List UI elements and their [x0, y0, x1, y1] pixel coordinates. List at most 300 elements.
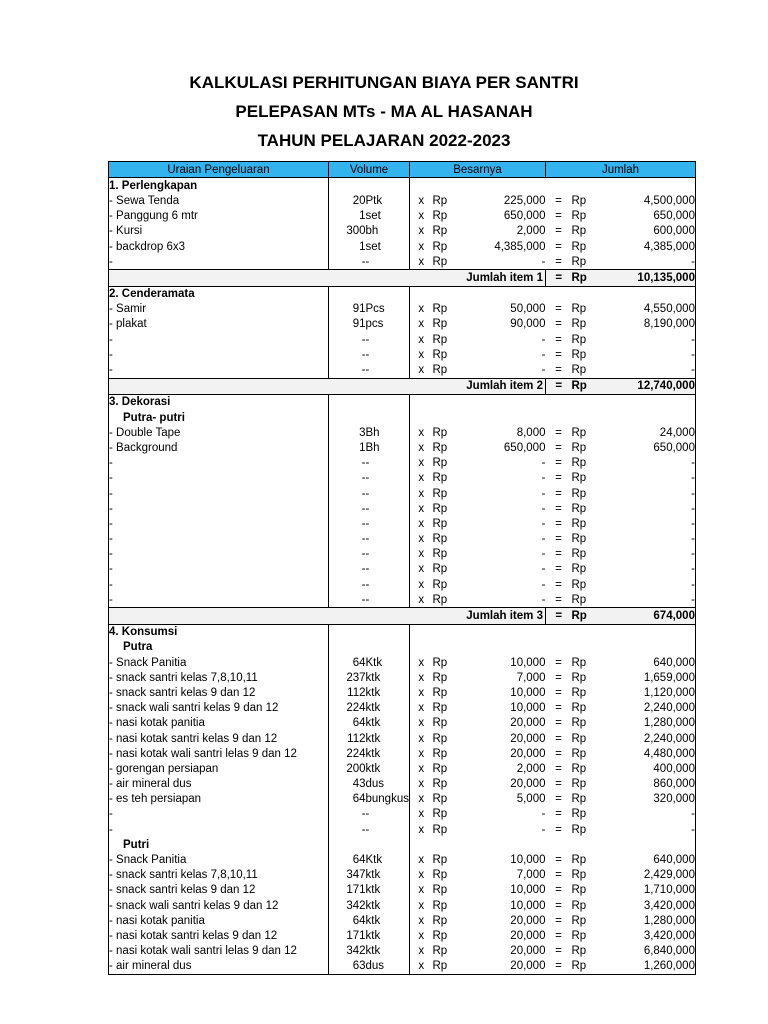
multiply-sign: x — [418, 671, 425, 684]
header-jumlah: Jumlah — [545, 162, 695, 178]
equals-sign: = — [555, 656, 562, 669]
item-unit: dus — [366, 959, 410, 975]
item-unit: ktk — [366, 913, 410, 928]
table-row — [109, 685, 696, 700]
item-unit: - — [366, 332, 410, 347]
table-row — [109, 928, 696, 943]
item-unit: Ktk — [366, 852, 410, 867]
item-unit: ktk — [366, 716, 410, 731]
item-price: 50,000 — [510, 303, 546, 316]
item-price: 10,000 — [510, 656, 546, 669]
item-amount: 640,000 — [601, 852, 695, 867]
multiply-sign: x — [418, 194, 425, 207]
currency-label: Rp — [432, 778, 448, 791]
currency-label: Rp — [571, 578, 587, 591]
item-amount: 8,190,000 — [601, 317, 695, 332]
currency-label: Rp — [571, 318, 587, 331]
multiply-sign: x — [418, 255, 425, 268]
item-quantity: 112 — [347, 686, 366, 699]
document-title: KALKULASI PERHITUNGAN BIAYA PER SANTRI — [189, 73, 579, 92]
item-unit: - — [366, 532, 410, 547]
equals-sign: = — [545, 608, 571, 624]
item-quantity: 342 — [346, 945, 366, 958]
item-amount: 3,420,000 — [601, 898, 695, 913]
item-amount: 6,840,000 — [601, 944, 695, 959]
multiply-sign: x — [418, 487, 425, 500]
multiply-sign: x — [418, 364, 425, 377]
item-amount: - — [601, 501, 695, 516]
multiply-sign: x — [418, 702, 425, 715]
item-quantity: 347 — [346, 869, 366, 882]
section-title: 3. Dekorasi — [109, 394, 329, 410]
item-description: - snack wali santri kelas 9 dan 12 — [109, 898, 329, 913]
item-description: - nasi kotak panitia — [109, 716, 329, 731]
item-price: 10,000 — [510, 686, 546, 699]
item-amount: - — [601, 362, 695, 378]
item-price: - — [541, 364, 546, 377]
table-row — [109, 592, 696, 608]
currency-label: Rp — [432, 255, 448, 268]
currency-label: Rp — [432, 194, 448, 207]
table-row — [109, 224, 696, 239]
item-unit: ktk — [366, 701, 410, 716]
equals-sign: = — [555, 441, 562, 454]
subsection-row — [109, 640, 696, 655]
currency-label: Rp — [571, 747, 587, 760]
item-description: - — [109, 456, 329, 471]
item-unit: ktk — [366, 898, 410, 913]
item-price: 4,385,000 — [494, 240, 546, 253]
table-row — [109, 209, 696, 224]
table-row — [109, 761, 696, 776]
table-row — [109, 792, 696, 807]
table-row — [109, 883, 696, 898]
item-amount: - — [601, 471, 695, 486]
currency-label: Rp — [571, 487, 587, 500]
item-description: - nasi kotak santri kelas 9 dan 12 — [109, 731, 329, 746]
item-amount: 600,000 — [601, 224, 695, 239]
equals-sign: = — [545, 959, 571, 975]
currency-label: Rp — [432, 929, 448, 942]
item-quantity: - — [361, 333, 366, 346]
equals-sign: = — [555, 929, 562, 942]
currency-label: Rp — [571, 548, 587, 561]
multiply-sign: x — [418, 899, 425, 912]
item-amount: 320,000 — [601, 792, 695, 807]
total-label: Jumlah item 1 — [109, 270, 546, 286]
currency-label: Rp — [432, 364, 448, 377]
item-unit: bh — [366, 224, 410, 239]
section-row — [109, 624, 696, 640]
item-price: - — [541, 517, 546, 530]
besarnya-cell — [409, 178, 545, 194]
volume-cell — [329, 394, 410, 410]
currency-label: Rp — [432, 303, 448, 316]
item-description: - snack santri kelas 9 dan 12 — [109, 883, 329, 898]
besarnya-cell — [409, 624, 545, 640]
section-row — [109, 286, 696, 302]
equals-sign: = — [555, 702, 562, 715]
item-price: - — [541, 563, 546, 576]
currency-label: Rp — [432, 899, 448, 912]
item-unit: Bh — [366, 425, 410, 440]
table-row — [109, 868, 696, 883]
item-quantity: 1 — [359, 240, 366, 253]
currency-label: Rp — [571, 778, 587, 791]
currency-label: Rp — [571, 364, 587, 377]
item-price: 10,000 — [510, 702, 546, 715]
equals-sign: = — [555, 563, 562, 576]
currency-label: Rp — [571, 333, 587, 346]
currency-label: Rp — [571, 210, 587, 223]
currency-label: Rp — [432, 548, 448, 561]
item-unit: - — [366, 516, 410, 531]
item-quantity: 171 — [346, 929, 366, 942]
item-description: - plakat — [109, 317, 329, 332]
item-quantity: 91 — [352, 303, 366, 316]
multiply-sign: x — [418, 441, 425, 454]
currency-label: Rp — [571, 884, 587, 897]
item-amount: - — [601, 822, 695, 837]
item-amount: - — [601, 807, 695, 822]
item-price: 20,000 — [510, 717, 546, 730]
equals-sign: = — [555, 426, 562, 439]
currency-label: Rp — [571, 899, 587, 912]
item-quantity: - — [361, 808, 366, 821]
equals-sign: = — [555, 502, 562, 515]
item-price: 20,000 — [510, 778, 546, 791]
currency-label: Rp — [432, 563, 448, 576]
equals-sign: = — [545, 270, 571, 286]
equals-sign: = — [555, 548, 562, 561]
item-unit: - — [366, 592, 410, 608]
multiply-sign: x — [418, 348, 425, 361]
currency-label: Rp — [571, 426, 587, 439]
item-quantity: 171 — [346, 884, 366, 897]
item-description: - backdrop 6x3 — [109, 239, 329, 254]
currency-label: Rp — [432, 578, 448, 591]
item-quantity: 64 — [352, 656, 366, 669]
currency-label: Rp — [571, 717, 587, 730]
item-amount: 3,420,000 — [601, 928, 695, 943]
table-body — [109, 178, 696, 975]
currency-label: Rp — [571, 533, 587, 546]
volume-cell — [329, 410, 410, 425]
currency-label: Rp — [571, 348, 587, 361]
equals-sign: = — [555, 457, 562, 470]
item-description: - snack santri kelas 9 dan 12 — [109, 685, 329, 700]
table-row — [109, 193, 696, 208]
table-row — [109, 347, 696, 362]
currency-label: Rp — [571, 472, 587, 485]
item-unit: ktk — [366, 670, 410, 685]
multiply-sign: x — [418, 548, 425, 561]
item-description: - — [109, 254, 329, 270]
item-description: - — [109, 332, 329, 347]
table-row — [109, 655, 696, 670]
item-quantity: 20 — [352, 194, 366, 207]
table-row — [109, 254, 696, 270]
currency-label: Rp — [432, 747, 448, 760]
item-price: - — [541, 593, 546, 606]
item-description: - Snack Panitia — [109, 655, 329, 670]
item-unit: Ptk — [366, 193, 410, 208]
total-row — [109, 378, 696, 394]
total-label: Jumlah item 3 — [109, 608, 546, 624]
item-unit: - — [366, 807, 410, 822]
table-row — [109, 822, 696, 837]
currency-label: Rp — [571, 194, 587, 207]
subsection-row — [109, 837, 696, 852]
item-amount: 4,480,000 — [601, 746, 695, 761]
jumlah-cell — [545, 640, 695, 655]
item-quantity: - — [361, 472, 366, 485]
currency-label: Rp — [571, 671, 587, 684]
item-amount: 24,000 — [601, 425, 695, 440]
multiply-sign: x — [418, 578, 425, 591]
currency-label: Rp — [571, 240, 587, 253]
item-price: 20,000 — [510, 945, 546, 958]
currency-label: Rp — [432, 854, 448, 867]
item-amount: - — [601, 332, 695, 347]
item-description: - — [109, 547, 329, 562]
currency-label: Rp — [432, 517, 448, 530]
item-price: 20,000 — [510, 914, 546, 927]
currency-label: Rp — [432, 318, 448, 331]
besarnya-cell — [409, 410, 545, 425]
equals-sign: = — [555, 303, 562, 316]
item-quantity: 3 — [359, 426, 366, 439]
item-description: - Double Tape — [109, 425, 329, 440]
header-volume: Volume — [329, 162, 410, 178]
table-row — [109, 239, 696, 254]
item-amount: - — [601, 532, 695, 547]
equals-sign: = — [555, 333, 562, 346]
equals-sign: = — [555, 255, 562, 268]
besarnya-cell — [409, 837, 545, 852]
table-header-row — [109, 162, 696, 178]
currency-label: Rp — [432, 472, 448, 485]
currency-label: Rp — [432, 808, 448, 821]
currency-label: Rp — [432, 823, 448, 836]
multiply-sign: x — [418, 563, 425, 576]
item-unit: - — [366, 362, 410, 378]
item-description: - Sewa Tenda — [109, 193, 329, 208]
item-unit: Ktk — [366, 655, 410, 670]
currency-label: Rp — [432, 762, 448, 775]
equals-sign: = — [555, 225, 562, 238]
item-description: - es teh persiapan — [109, 792, 329, 807]
table-row — [109, 486, 696, 501]
item-unit: Pcs — [366, 302, 410, 317]
besarnya-cell — [409, 394, 545, 410]
jumlah-cell — [545, 394, 695, 410]
besarnya-cell — [409, 286, 545, 302]
item-unit: ktk — [366, 685, 410, 700]
subsection-title: Putri — [109, 837, 329, 852]
item-price: - — [541, 548, 546, 561]
item-unit: - — [366, 254, 410, 270]
item-unit: bungkus — [365, 793, 409, 806]
jumlah-cell — [545, 837, 695, 852]
item-description: - — [109, 592, 329, 608]
equals-sign: = — [555, 487, 562, 500]
currency-label: Rp — [571, 225, 587, 238]
item-quantity: 300 — [346, 225, 366, 238]
total-amount: 10,135,000 — [601, 270, 695, 286]
table-row — [109, 516, 696, 531]
item-unit: ktk — [366, 883, 410, 898]
item-description: - — [109, 822, 329, 837]
item-amount: - — [601, 486, 695, 501]
item-amount: 4,550,000 — [601, 302, 695, 317]
currency-label: Rp — [432, 533, 448, 546]
document-year: TAHUN PELAJARAN 2022-2023 — [257, 131, 511, 150]
table-row — [109, 944, 696, 959]
total-label: Jumlah item 2 — [109, 378, 546, 394]
item-amount: 4,500,000 — [601, 193, 695, 208]
item-price: 5,000 — [516, 793, 546, 806]
item-quantity: - — [361, 517, 366, 530]
item-unit: ktk — [366, 928, 410, 943]
item-description: - — [109, 362, 329, 378]
currency-label: Rp — [432, 671, 448, 684]
subsection-title: Putra — [109, 640, 329, 655]
item-price: 8,000 — [516, 426, 546, 439]
currency-label: Rp — [571, 686, 587, 699]
item-unit: ktk — [366, 944, 410, 959]
currency-label: Rp — [571, 270, 601, 286]
multiply-sign: x — [418, 472, 425, 485]
multiply-sign: x — [418, 929, 425, 942]
table-row — [109, 440, 696, 455]
equals-sign: = — [555, 793, 562, 806]
table-row — [109, 456, 696, 471]
total-amount: 674,000 — [601, 608, 695, 624]
currency-label: Rp — [571, 656, 587, 669]
item-description: - gorengan persiapan — [109, 761, 329, 776]
item-price: - — [541, 502, 546, 515]
equals-sign: = — [555, 747, 562, 760]
table-row — [109, 577, 696, 592]
item-price: 20,000 — [510, 929, 546, 942]
currency-label: Rp — [432, 441, 448, 454]
currency-label: Rp — [432, 348, 448, 361]
item-description: - Background — [109, 440, 329, 455]
multiply-sign: x — [418, 457, 425, 470]
currency-label: Rp — [571, 793, 587, 806]
item-unit: - — [366, 822, 410, 837]
currency-label: Rp — [571, 593, 587, 606]
multiply-sign: x — [418, 732, 425, 745]
table-row — [109, 425, 696, 440]
currency-label: Rp — [571, 517, 587, 530]
currency-label: Rp — [432, 914, 448, 927]
currency-label: Rp — [571, 869, 587, 882]
item-price: - — [541, 472, 546, 485]
item-amount: - — [601, 516, 695, 531]
section-title: 2. Cenderamata — [109, 286, 329, 302]
item-price: 225,000 — [503, 194, 546, 207]
item-amount: 2,429,000 — [601, 868, 695, 883]
volume-cell — [329, 178, 410, 194]
table-row — [109, 317, 696, 332]
table-row — [109, 807, 696, 822]
item-price: - — [541, 487, 546, 500]
item-quantity: 200 — [346, 762, 366, 775]
volume-cell — [329, 624, 410, 640]
item-price: - — [541, 457, 546, 470]
item-quantity: 91 — [352, 318, 366, 331]
item-unit: dus — [366, 777, 410, 792]
item-quantity: 112 — [347, 732, 366, 745]
item-quantity: 224 — [346, 747, 366, 760]
equals-sign: = — [555, 808, 562, 821]
item-quantity: - — [361, 364, 366, 377]
total-row — [109, 608, 696, 624]
table-row — [109, 547, 696, 562]
section-title: 1. Perlengkapan — [109, 178, 329, 194]
currency-label: Rp — [432, 240, 448, 253]
table-row — [109, 731, 696, 746]
total-amount: 12,740,000 — [601, 378, 695, 394]
multiply-sign: x — [418, 517, 425, 530]
currency-label: Rp — [571, 929, 587, 942]
equals-sign: = — [555, 578, 562, 591]
item-description: - — [109, 516, 329, 531]
currency-label: Rp — [571, 502, 587, 515]
currency-label: Rp — [432, 702, 448, 715]
table-row — [109, 471, 696, 486]
multiply-sign: x — [418, 914, 425, 927]
table-row — [109, 777, 696, 792]
item-unit: set — [366, 209, 410, 224]
document-subtitle: PELEPASAN MTs - MA AL HASANAH — [235, 102, 533, 121]
item-unit: set — [366, 239, 410, 254]
table-row — [109, 532, 696, 547]
item-quantity: - — [361, 593, 366, 606]
item-price: 20,000 — [510, 732, 546, 745]
currency-label: Rp — [571, 303, 587, 316]
item-amount: 1,280,000 — [601, 716, 695, 731]
item-description: - nasi kotak panitia — [109, 913, 329, 928]
item-price: - — [541, 823, 546, 836]
equals-sign: = — [555, 533, 562, 546]
subsection-title: Putra- putri — [109, 410, 329, 425]
multiply-sign: x — [418, 303, 425, 316]
item-price: 650,000 — [503, 441, 546, 454]
item-unit: - — [366, 577, 410, 592]
item-unit: ktk — [366, 731, 410, 746]
besarnya-cell — [409, 640, 545, 655]
item-description: - snack santri kelas 7,8,10,11 — [109, 670, 329, 685]
equals-sign: = — [555, 517, 562, 530]
equals-sign: = — [555, 778, 562, 791]
multiply-sign: x — [418, 533, 425, 546]
multiply-sign: x — [418, 717, 425, 730]
section-row — [109, 394, 696, 410]
currency-label: Rp — [571, 255, 587, 268]
item-amount: 4,385,000 — [601, 239, 695, 254]
item-quantity: 64 — [352, 793, 366, 806]
jumlah-cell — [545, 286, 695, 302]
item-amount: - — [601, 562, 695, 577]
header-uraian: Uraian Pengeluaran — [109, 162, 329, 178]
multiply-sign: x — [418, 854, 425, 867]
currency-label: Rp — [571, 608, 601, 624]
table-row — [109, 913, 696, 928]
currency-label: Rp — [571, 732, 587, 745]
